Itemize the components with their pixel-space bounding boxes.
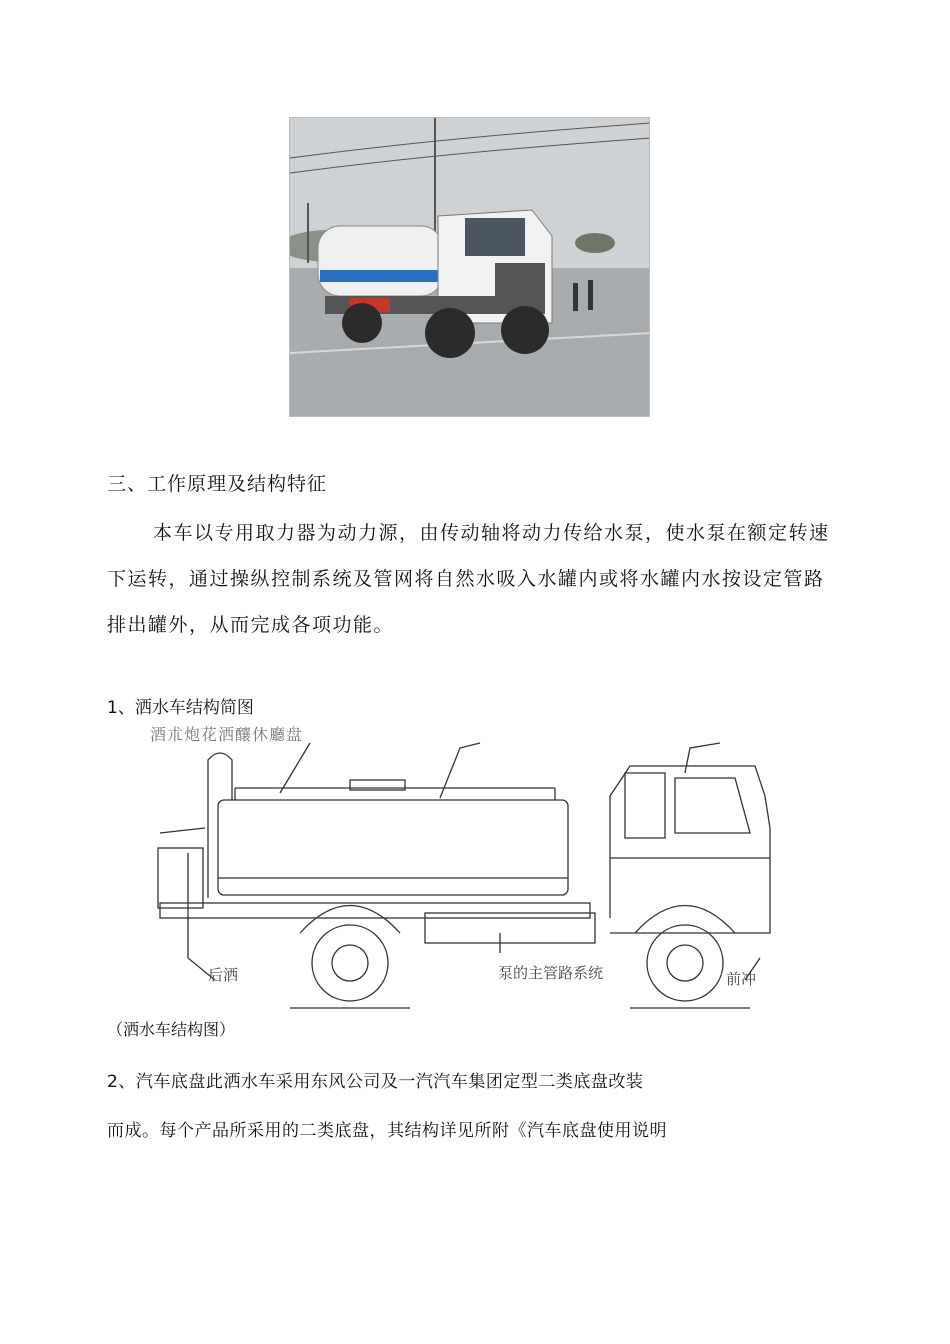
paragraph-text: 本车以专用取力器为动力源，由传动轴将动力传给水泵，使水泵在额定转速下运转，通过操纵控制系统及管网将自然水吸入水罐内或将水罐内水按设定管路排出罐外，从而完成各项功能。 (107, 522, 830, 636)
item2-line2: 而成。每个产品所采用的二类底盘，其结构详见所附《汽车底盘使用说明 (107, 1121, 667, 1141)
section-heading: 三、工作原理及结构特征 (107, 473, 328, 495)
diagram-label-pump: 泵的主管路系统 (498, 964, 604, 982)
water-truck-photo-icon (290, 118, 650, 417)
truck-structure-diagram (140, 718, 800, 1018)
diagram-label-front: 前冲 (726, 970, 757, 988)
diagram-label-rear: 后洒 (208, 966, 239, 984)
truck-line-drawing-icon (140, 718, 800, 1018)
item1-title: 1、洒水车结构简图 (107, 698, 254, 718)
diagram-caption: （洒水车结构图） (107, 1020, 236, 1039)
truck-photo (289, 117, 650, 417)
item2-line1: 2、汽车底盘此洒水车采用东风公司及一汽汽车集团定型二类底盘改装 (107, 1072, 644, 1092)
diagram-label-top: 酒朮炮花洒釀休廳盘 (150, 725, 304, 744)
section-paragraph (107, 510, 837, 648)
